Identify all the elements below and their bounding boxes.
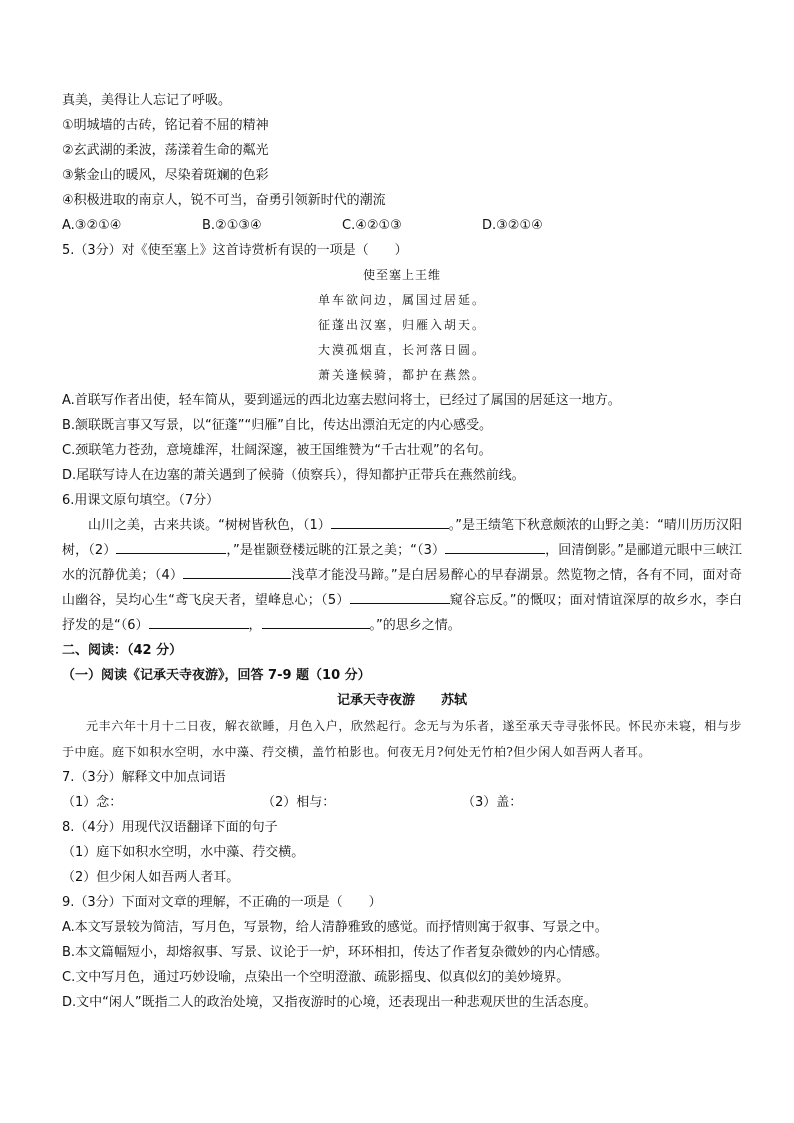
- q7-stem: 7.（3分）解释文中加点词语: [62, 770, 226, 785]
- q6-stem: 6.用课文原句填空。（7分）: [62, 493, 220, 508]
- q8-stem: 8.（4分）用现代汉语翻译下面的句子: [62, 820, 278, 835]
- q4-item-4: ④积极进取的南京人，锐不可当，奋勇引领新时代的潮流: [62, 193, 386, 208]
- q4-intro: 真美，美得让人忘记了呼吸。: [62, 93, 232, 108]
- blank-1[interactable]: [331, 513, 449, 529]
- blank-6a[interactable]: [149, 613, 249, 629]
- blank-5[interactable]: [350, 588, 450, 604]
- blank-4[interactable]: [183, 563, 291, 579]
- q7-item-3: （3）盖：: [462, 795, 523, 810]
- poem-line-3: 大漠孤烟直，长河落日圆。: [317, 343, 486, 357]
- q4-item-2: ②玄武湖的柔波，荡漾着生命的粼光: [62, 143, 269, 158]
- q9-option-d: D.文中“闲人”既指二人的政治处境，又指夜游时的心境，还表现出一种悲观厌世的生活态度。: [62, 995, 597, 1010]
- q5-stem: 5.（3分）对《使至塞上》这首诗赏析有误的一项是（ ）: [62, 243, 408, 258]
- q7-item-2: （2）相与：: [262, 795, 336, 810]
- q4-option-a: A.③②①④: [62, 218, 122, 233]
- q9-option-b: B.本文篇幅短小，却熔叙事、写景、议论于一炉，环环相扣，传达了作者复杂微妙的内心情感。: [62, 945, 609, 960]
- q6-paragraph: [62, 513, 742, 638]
- q9-option-a: A.本文写景较为简洁，写月色，写景物，给人清静雅致的感觉。而抒情则寓于叙事、写景之中。: [62, 920, 608, 935]
- q6-text-3: ，”是崔颢登楼远眺的江景之美；“（3）: [226, 543, 446, 558]
- q9-stem: 9.（3分）下面对文章的理解，不正确的一项是（ ）: [62, 895, 382, 910]
- section-2-title: 二、阅读：（42 分）: [62, 643, 183, 658]
- q4-option-d: D.③②①④: [482, 218, 543, 233]
- blank-6b[interactable]: [262, 613, 370, 629]
- q5-option-a: A.首联写作者出使，轻车简从，要到遥远的西北边塞去慰问将士，已经过了属国的居延这一地方。: [62, 393, 621, 408]
- q9-option-c: C.文中写月色，通过巧妙设喻，点染出一个空明澄澈、疏影摇曳、似真似幻的美妙境界。: [62, 970, 570, 985]
- blank-2[interactable]: [116, 538, 226, 554]
- exam-page: [62, 88, 742, 1015]
- q6-text-2: 。”是王绩笔下秋意颇浓的山野之美：“晴川历历汉阳树，（2）: [62, 518, 742, 558]
- poem-line-1: 单车欲问边，属国过居延。: [317, 293, 486, 307]
- poem-line-2: 征蓬出汉塞，归雁入胡天。: [317, 318, 486, 332]
- q6-text-7: ，: [248, 618, 262, 633]
- q7-item-1: （1）念：: [62, 795, 123, 810]
- q5-option-d: D.尾联写诗人在边塞的萧关遇到了候骑（侦察兵），得知都护正带兵在燕然前线。: [62, 468, 525, 483]
- q5-option-b: B.颔联既言事又写景，以“征蓬”“归雁”自比，传达出漂泊无定的内心感受。: [62, 418, 492, 433]
- q4-item-3: ③紫金山的暖风，尽染着斑斓的色彩: [62, 168, 269, 183]
- text-title: 记承天寺夜游 苏轼: [336, 693, 467, 708]
- ancient-text: 元丰六年十月十二日夜，解衣欲睡，月色入户，欣然起行。念无与为乐者，遂至承天寺寻张怀民。怀民亦未寝，相与步于中庭。庭下如积水空明，水中藻、荇交横，盖竹柏影也。何夜无月?何处无竹柏?但少闲人如吾两人者耳。: [62, 719, 742, 759]
- q8-item-1: （1）庭下如积水空明，水中藻、荇交横。: [62, 845, 305, 860]
- q5-option-c: C.颈联笔力苍劲，意境雄浑，壮阔深邃，被王国维赞为“千古壮观”的名句。: [62, 443, 492, 458]
- q6-text-6: 窥谷忘反。”的慨叹；面对情谊深厚的故乡水，李白抒发的是“（6）: [62, 593, 742, 633]
- q6-text-4: ，回清倒影。”是郦道元眼中三峡江水的沉静优美；（4）: [62, 543, 742, 583]
- section-2-sub: （一）阅读《记承天寺夜游》，回答 7-9 题（10 分）: [62, 668, 371, 683]
- blank-3[interactable]: [445, 538, 545, 554]
- poem-line-4: 萧关逢候骑，都护在燕然。: [317, 368, 486, 382]
- q4-option-b: B.②①③④: [202, 218, 262, 233]
- q6-text-5: 浅草才能没马蹄。”是白居易醉心的早春湖景。然览物之情，各有不同，面对奇山幽谷，吴均心生“鸢飞戾天者，望峰息心；（5）: [62, 568, 742, 608]
- q7-items: [62, 790, 742, 815]
- q4-item-1: ①明城墙的古砖，铭记着不屈的精神: [62, 118, 269, 133]
- q6-text-1: 山川之美，古来共谈。“树树皆秋色，（1）: [88, 518, 331, 533]
- q8-item-2: （2）但少闲人如吾两人者耳。: [62, 870, 240, 885]
- poem-title: 使至塞上王维: [362, 268, 441, 282]
- q4-options: [62, 213, 742, 238]
- q6-text-8: 。”的思乡之情。: [369, 618, 461, 633]
- q4-option-c: C.④②①③: [342, 218, 402, 233]
